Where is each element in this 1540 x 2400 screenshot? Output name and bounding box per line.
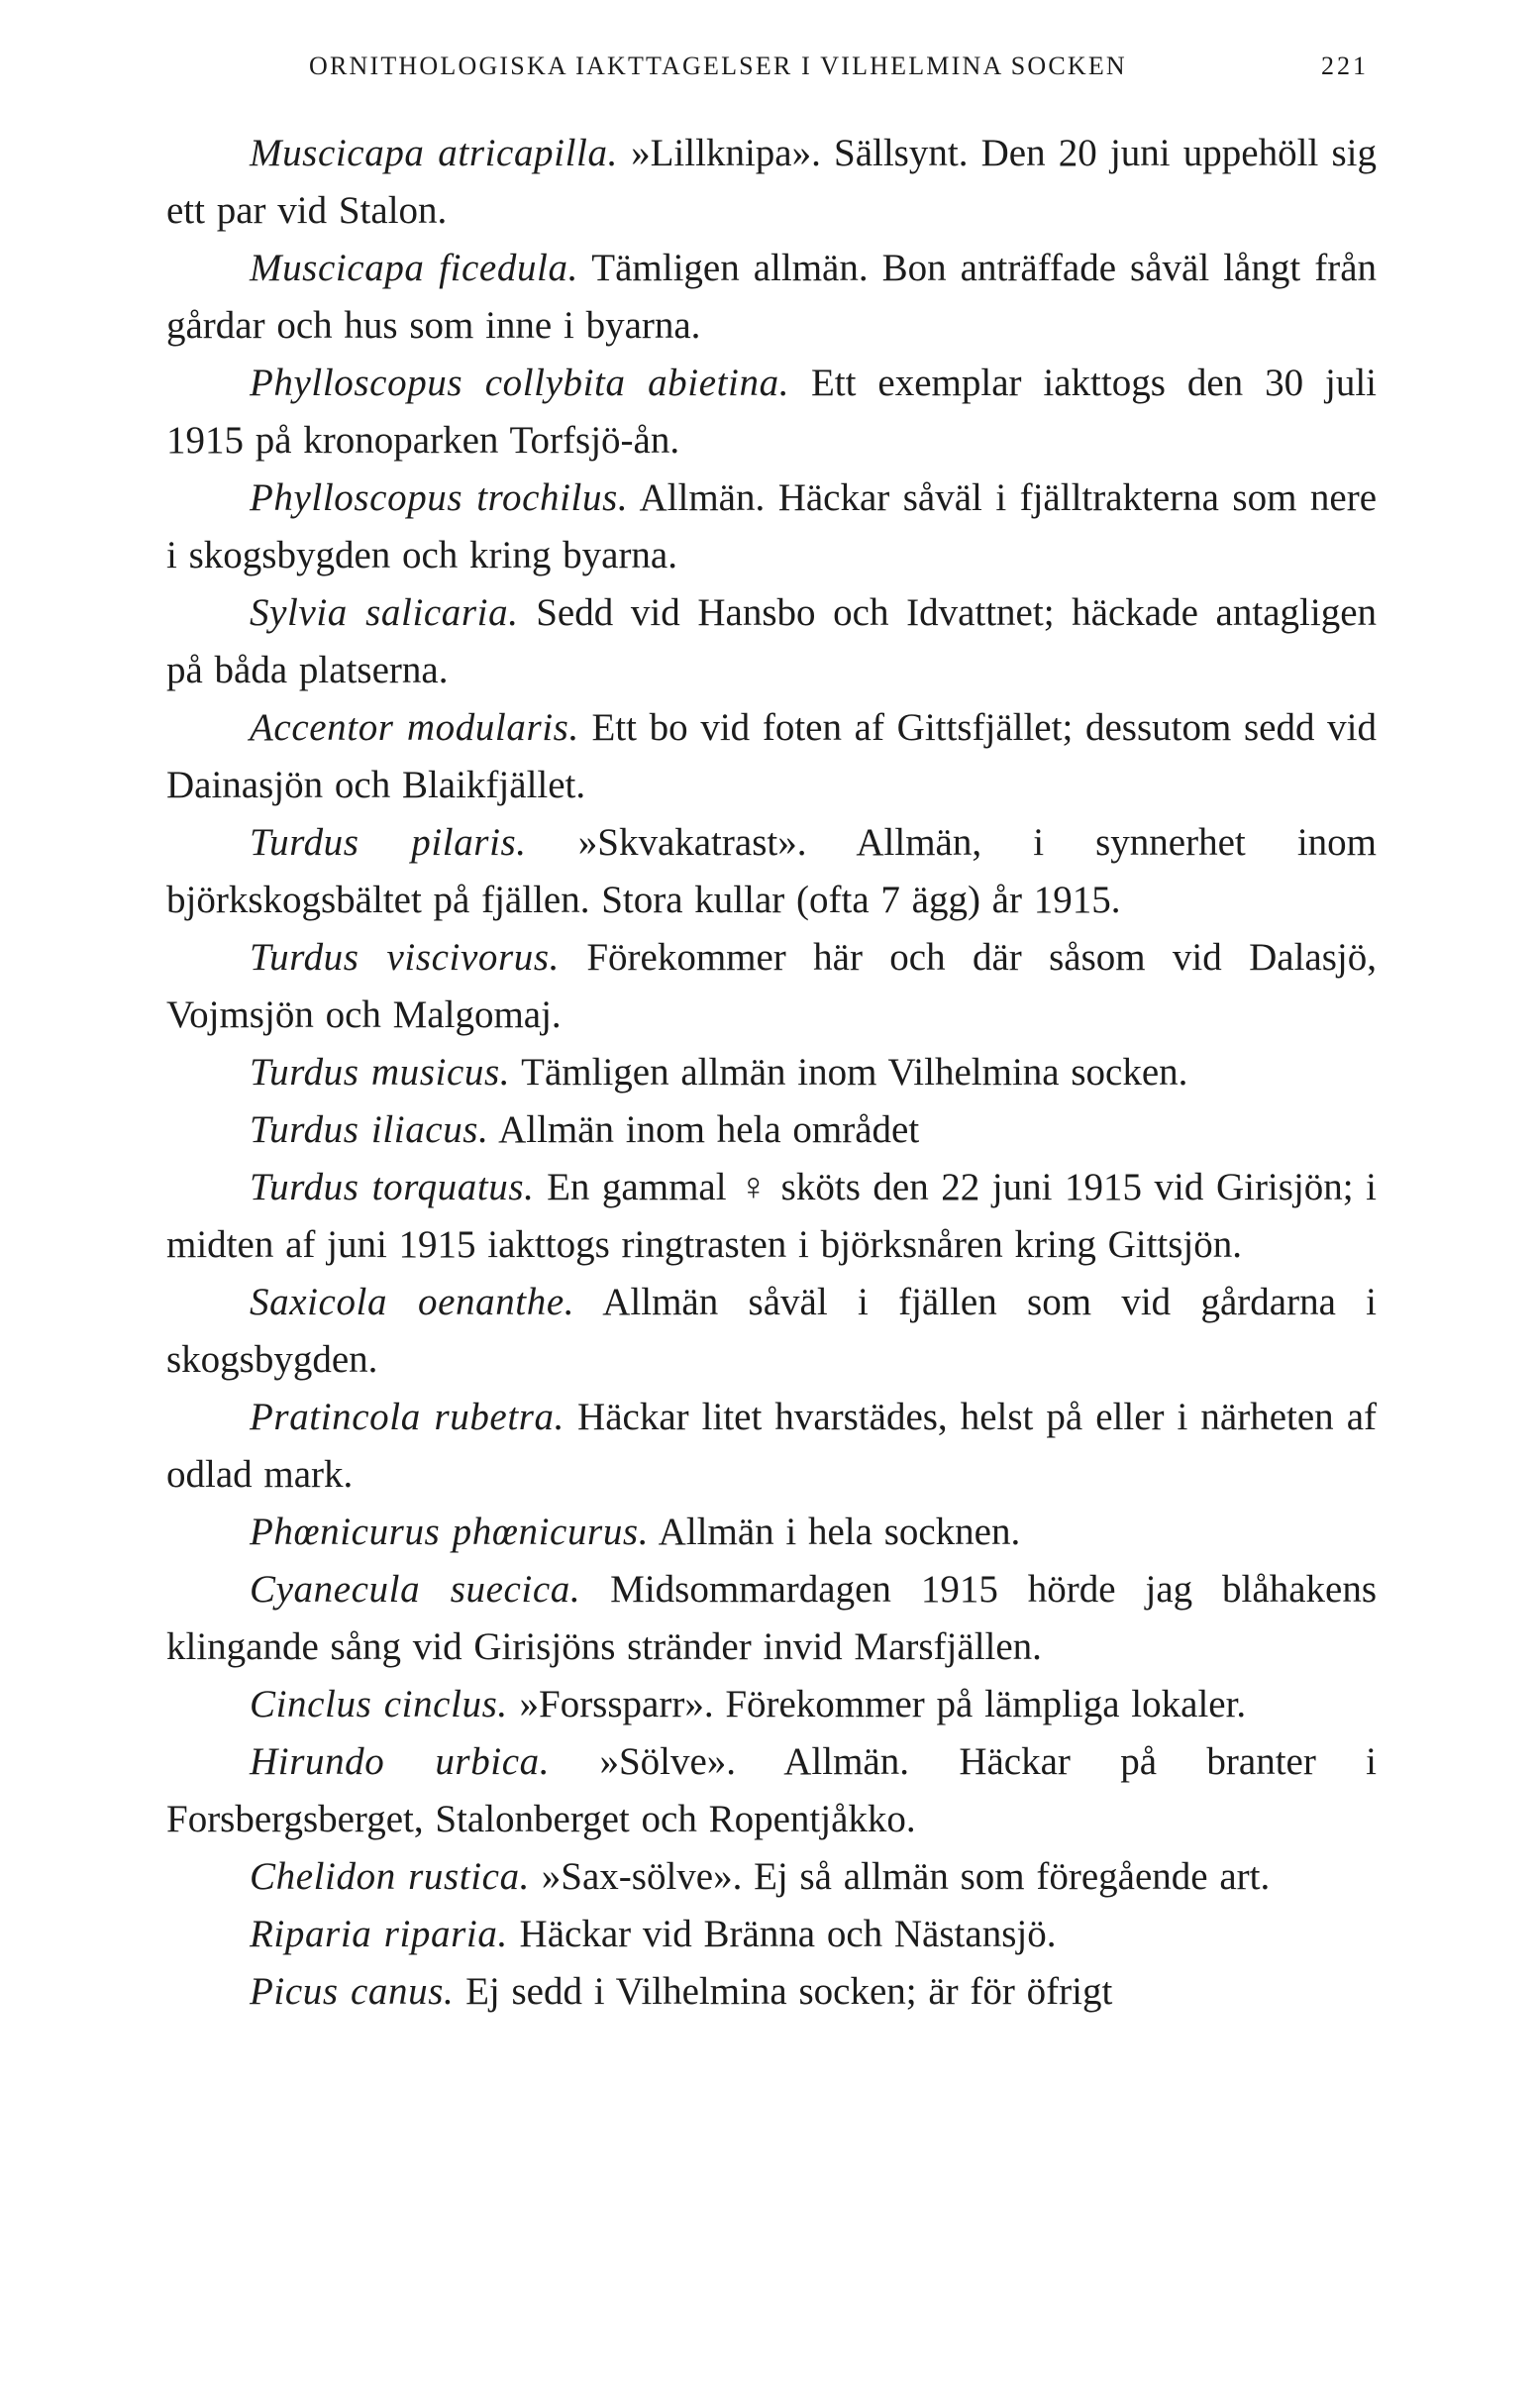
species-name: Muscicapa atricapilla. (250, 132, 618, 174)
species-entry (166, 1159, 1377, 1274)
species-entry (166, 1389, 1377, 1504)
species-note: En gammal ♀ sköts den 22 juni 1915 vid Girisjön; i midten af juni 1915 iakttogs ringtrasten i björksnåren kring Gittsjön. (166, 1166, 1377, 1266)
species-note: Ett bo vid foten af Gittsfjället; dessutom sedd vid Dainasjön och Blaikfjället. (166, 706, 1377, 806)
species-entry (166, 1733, 1377, 1848)
species-note: Allmän inom hela området (498, 1108, 920, 1151)
species-note: Ett exemplar iakttogs den 30 juli 1915 på kronoparken Torfsjö-ån. (166, 362, 1377, 462)
species-note: Midsommardagen 1915 hörde jag blåhakens klingande sång vid Girisjöns stränder invid Marsfjällen. (166, 1568, 1378, 1668)
species-note: »Lillknipa». Sällsynt. Den 20 juni uppehöll sig ett par vid Stalon. (166, 132, 1377, 232)
species-note: »Sölve». Allmän. Häckar på branter i Forsbergsberget, Stalonberget och Ropentjåkko. (166, 1740, 1378, 1840)
species-name: Cinclus cinclus. (250, 1683, 508, 1725)
species-entry (166, 1274, 1377, 1389)
species-name: Turdus iliacus. (250, 1108, 489, 1151)
species-name: Accentor modularis. (250, 706, 579, 749)
species-name: Saxicola oenanthe. (250, 1281, 575, 1323)
species-note: »Sax-sölve». Ej så allmän som föregående art. (541, 1855, 1271, 1898)
species-entry (166, 1504, 1377, 1561)
species-note: »Forssparr». Förekommer på lämpliga lokaler. (519, 1683, 1247, 1725)
species-note: Häckar vid Bränna och Nästansjö. (519, 1913, 1057, 1955)
species-note: Allmän. Häckar såväl i fjälltrakterna som nere i skogsbygden och kring byarna. (166, 476, 1378, 576)
species-entry (166, 1101, 1377, 1159)
species-name: Phylloscopus collybita abietina. (250, 362, 790, 404)
running-title: ORNITHOLOGISKA IAKTTAGELSER I VILHELMINA SOCKEN (309, 52, 1127, 80)
species-entry (166, 814, 1377, 929)
species-name: Turdus torquatus. (250, 1166, 535, 1208)
species-name: Hirundo urbica. (250, 1740, 551, 1783)
species-name: Muscicapa ficedula. (250, 247, 578, 289)
species-note: Förekommer här och där såsom vid Dalasjö, Vojmsjön och Malgomaj. (166, 936, 1377, 1036)
species-name: Turdus viscivorus. (250, 936, 560, 979)
species-name: Riparia riparia. (250, 1913, 508, 1955)
species-entry (166, 240, 1377, 355)
species-note: Allmän såväl i fjällen som vid gårdarna i skogsbygden. (166, 1281, 1378, 1381)
species-list (166, 125, 1377, 2021)
species-entry (166, 125, 1377, 240)
species-entry (166, 470, 1377, 584)
species-name: Sylvia salicaria. (250, 591, 519, 634)
species-entry (166, 1848, 1377, 1906)
species-name: Picus canus. (250, 1970, 455, 2013)
species-entry (166, 584, 1377, 699)
species-entry (166, 1906, 1377, 1963)
species-note: Häckar litet hvarstädes, helst på eller i närheten af odlad mark. (166, 1396, 1377, 1496)
species-note: Allmän i hela socknen. (658, 1511, 1021, 1553)
species-name: Pratincola rubetra. (250, 1396, 565, 1438)
species-name: Chelidon rustica. (250, 1855, 531, 1898)
species-entry (166, 1963, 1377, 2021)
species-entry (166, 1676, 1377, 1733)
species-entry (166, 1561, 1377, 1676)
species-note: Sedd vid Hansbo och Idvattnet; häckade antagligen på båda platserna. (166, 591, 1377, 691)
species-note: »Skvakatrast». Allmän, i synnerhet inom björkskogsbältet på fjällen. Stora kullar (ofta 7 ägg) år 1915. (166, 821, 1378, 921)
species-note: Ej sedd i Vilhelmina socken; är för öfrigt (465, 1970, 1113, 2013)
species-entry (166, 699, 1377, 814)
species-entry (166, 1044, 1377, 1101)
running-header (309, 52, 1369, 91)
species-name: Turdus musicus. (250, 1051, 511, 1094)
page-number: 221 (1321, 52, 1369, 80)
species-name: Cyanecula suecica. (250, 1568, 581, 1611)
species-name: Phœnicurus phœnicurus. (250, 1511, 650, 1553)
species-note: Tämligen allmän inom Vilhelmina socken. (521, 1051, 1188, 1094)
species-entry (166, 355, 1377, 470)
species-name: Phylloscopus trochilus. (250, 476, 629, 519)
species-name: Turdus pilaris. (250, 821, 527, 864)
species-entry (166, 929, 1377, 1044)
species-note: Tämligen allmän. Bon anträffade såväl långt från gårdar och hus som inne i byarna. (166, 247, 1377, 347)
